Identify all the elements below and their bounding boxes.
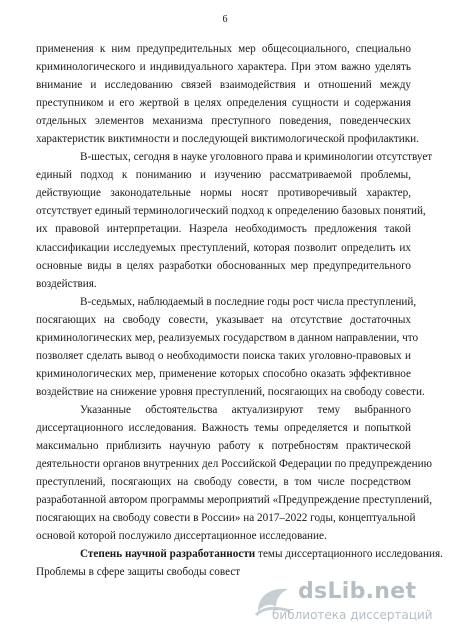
text-line: криминологических мер, применение которых способно оказать эффективное [36, 367, 411, 380]
text-line: основой которой послужило диссертационное исследование. [36, 530, 327, 543]
text-line: деятельности органов внутренних дел Российской Федерации по предупреждению [36, 458, 432, 471]
text-line: Указанные обстоятельства актуализируют тему выбранного [80, 403, 411, 416]
text-line: действующие законодательные нормы носят противоречивый характер, [36, 187, 411, 200]
watermark-subtitle: библиотека диссертаций [272, 608, 433, 622]
text-line: единый подход к пониманию и изучению рассматриваемой проблемы, [36, 169, 411, 182]
body-text [36, 40, 443, 581]
text-line: отдельных элементов механизма преступного поведения, поведенческих [36, 115, 411, 128]
dslib-watermark [250, 579, 440, 629]
text-line: максимально приблизить научную работу к потребностям практической [36, 440, 411, 453]
text-line: диссертационного исследования. Важность темы определяется и попыткой [36, 421, 411, 434]
text-line: криминологического и индивидуального характера. При этом важно уделять [36, 61, 411, 74]
text-line: характеристик виктимности и последующей виктимологической профилактики. [36, 133, 419, 146]
text-line: криминологических мер, реализуемых государством в данном направлении, что [36, 331, 419, 344]
section-heading-inline: Степень научной разработанности [80, 548, 256, 561]
text-line [36, 545, 443, 563]
text-line: посягающих на свободу совести, указывает на отсутствие достаточных [36, 313, 411, 326]
watermark-title: dsLib.net [298, 579, 417, 604]
text-line: В-седьмых, наблюдаемый в последние годы рост числа преступлений, [80, 295, 417, 308]
text-line: Проблемы в сфере защиты свободы совест [36, 566, 241, 579]
text-line: посягающих на свободу совести в России» на 2017–2022 годы, концептуальной [36, 512, 416, 525]
text-line: основные виды в целях разработки обоснованных мер предупредительного [36, 259, 411, 272]
text-line: внимание и исследованию связей взаимодействия и отношений между [36, 79, 411, 92]
text-line: В-шестых, сегодня в науке уголовного права и криминологии отсутствует [80, 151, 433, 164]
text-line: позволяет сделать вывод о необходимости поиска таких уголовно-правовых и [36, 349, 411, 362]
text-line: их правовой интерпретации. Назрела необходимость предложения такой [36, 223, 411, 236]
text-line: преступником и его жертвой в целях определения сущности и содержания [36, 97, 411, 110]
text-line: применения к ним предупредительных мер общесоциального, специально [36, 43, 411, 55]
text-line: разработанной автором программы мероприятий «Предупреждение преступлений, [36, 494, 433, 507]
text-line: классификации исследуемых преступлений, которая позволит определить их [36, 241, 411, 254]
text-line: преступлений, посягающих на свободу совести, в том числе посредством [36, 476, 411, 489]
text-line: отсутствует единый терминологический подход к определению базовых понятий, [36, 205, 426, 218]
text-fragment: темы диссертационного исследования. [255, 548, 443, 561]
text-line: воздействия. [36, 277, 97, 290]
text-line: воздействие на снижение уровня преступлений, посягающих на свободу совести. [36, 385, 425, 398]
page-number: 6 [222, 14, 228, 25]
